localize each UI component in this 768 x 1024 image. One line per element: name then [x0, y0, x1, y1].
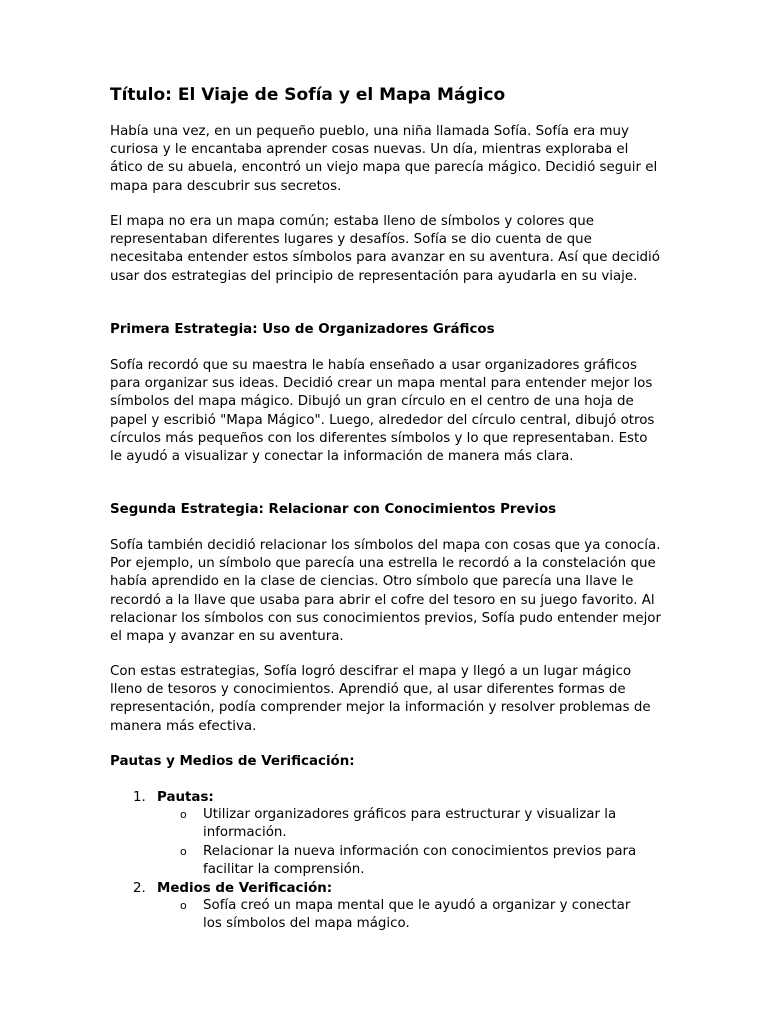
list-number: 2. — [133, 881, 146, 896]
page-title: Título: El Viaje de Sofía y el Mapa Mágico — [110, 85, 506, 105]
heading-second-strategy: Segunda Estrategia: Relacionar con Conocimientos Previos — [110, 502, 557, 517]
bullet-icon: o — [180, 899, 187, 912]
paragraph-map: El mapa no era un mapa común; estaba lleno de símbolos y colores que representaban diferentes lugares y desafíos. Sofía se dio cuenta de que necesitaba entender estos símbolos para avanzar en su aventura. Así que decidió usar dos estrategias del principio de representación para ayudarla en su viaje. — [110, 214, 660, 284]
list-number: 1. — [133, 790, 146, 805]
list-subitem: Sofía creó un mapa mental que le ayudó a organizar y conectar los símbolos del mapa mágico. — [203, 898, 631, 932]
paragraph-first-strategy: Sofía recordó que su maestra le había enseñado a usar organizadores gráficos para organizar sus ideas. Decidió crear un mapa mental para entender mejor los símbolos del mapa mágico. Dibujó un gran círculo en el centro de una hoja de papel y escribió "Mapa Mágico". Luego, alrededor del círculo central, dibujó otros círculos más pequeños con los diferentes símbolos y lo que representaban. Esto le ayudó a visualizar y conectar la información de manera más clara. — [110, 358, 655, 465]
heading-guidelines: Pautas y Medios de Verificación: — [110, 754, 355, 769]
paragraph-conclusion: Con estas estrategias, Sofía logró descifrar el mapa y llegó a un lugar mágico lleno de tesoros y conocimientos. Aprendió que, al usar diferentes formas de representación, podía comprender mejor la información y resolver problemas de manera más efectiva. — [110, 664, 651, 734]
list-subitem: Relacionar la nueva información con conocimientos previos para facilitar la comprensión. — [203, 844, 637, 878]
list-label-verificacion: Medios de Verificación: — [157, 881, 333, 896]
list-label-pautas: Pautas: — [157, 790, 214, 805]
bullet-icon: o — [180, 808, 187, 821]
bullet-icon: o — [180, 845, 187, 858]
heading-first-strategy: Primera Estrategia: Uso de Organizadores Gráficos — [110, 322, 495, 337]
list-subitem: Utilizar organizadores gráficos para estructurar y visualizar la información. — [203, 807, 617, 841]
paragraph-second-strategy: Sofía también decidió relacionar los símbolos del mapa con cosas que ya conocía. Por ejemplo, un símbolo que parecía una estrella le recordó a la constelación que había aprendido en la clase de ciencias. Otro símbolo que parecía una llave le recordó a la llave que usaba para abrir el cofre del tesoro en su juego favorito. Al relacionar los símbolos con sus conocimientos previos, Sofía pudo entender mejor el mapa y avanzar en su aventura. — [110, 538, 662, 645]
paragraph-intro: Había una vez, en un pequeño pueblo, una niña llamada Sofía. Sofía era muy curiosa y le encantaba aprender cosas nuevas. Un día, mientras exploraba el ático de su abuela, encontró un viejo mapa que parecía mágico. Decidió seguir el mapa para descubrir sus secretos. — [110, 124, 658, 194]
